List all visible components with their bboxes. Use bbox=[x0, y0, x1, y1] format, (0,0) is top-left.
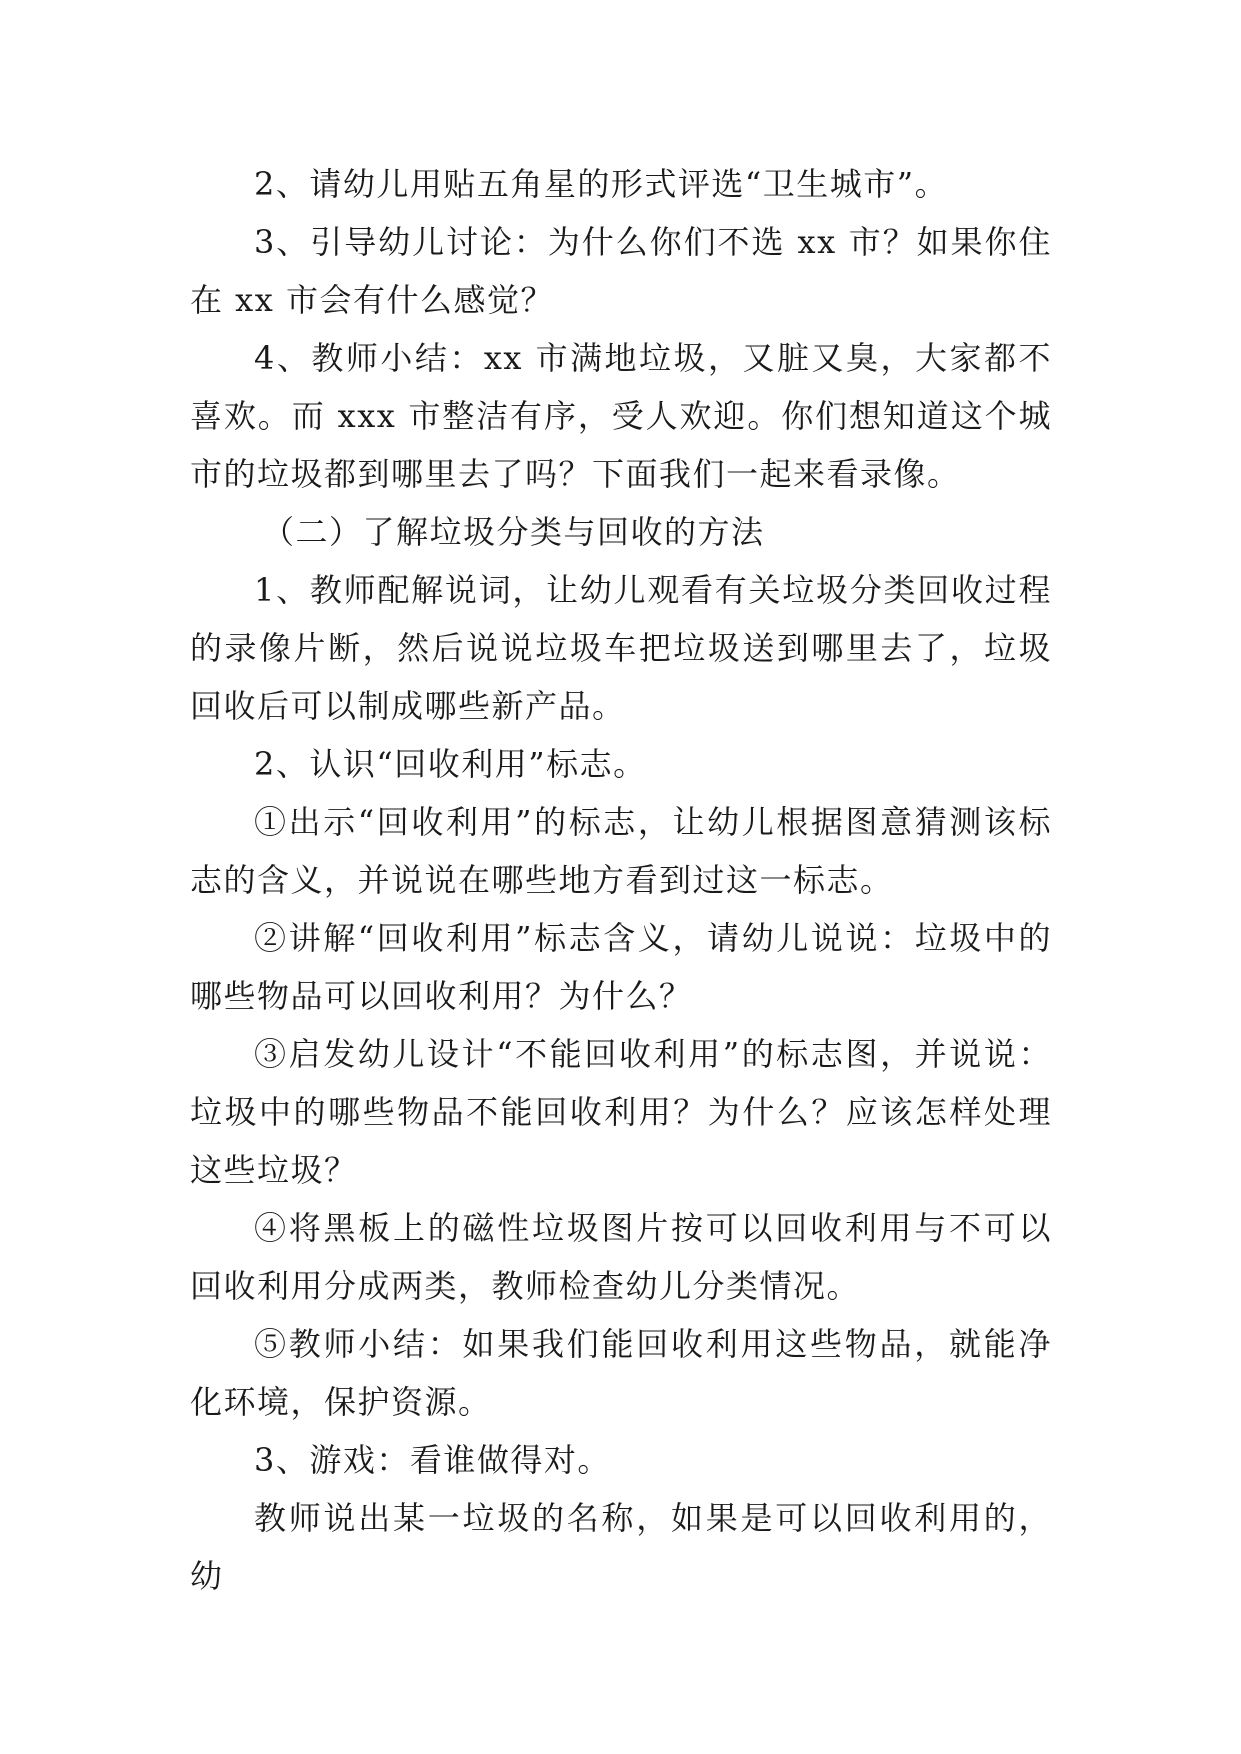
paragraph-item-3: ③启发幼儿设计“不能回收利用”的标志图，并说说：垃圾中的哪些物品不能回收利用？为什么？应该怎样处理这些垃圾？ bbox=[190, 1035, 1052, 1189]
paragraph-step-3-discussion: 3、引导幼儿讨论：为什么你们不选 xx 市？如果你住在 xx 市会有什么感觉？ bbox=[190, 223, 1052, 319]
paragraph-video-explanation: 1、教师配解说词，让幼儿观看有关垃圾分类回收过程的录像片断，然后说说垃圾车把垃圾送到哪里去了，垃圾回收后可以制成哪些新产品。 bbox=[190, 571, 1052, 725]
paragraph-item-2: ②讲解“回收利用”标志含义，请幼儿说说：垃圾中的哪些物品可以回收利用？为什么？ bbox=[190, 919, 1052, 1015]
section-heading-garbage-sorting: （二）了解垃圾分类与回收的方法 bbox=[262, 513, 765, 551]
paragraph-recycling-sign: 2、认识“回收利用”标志。 bbox=[254, 745, 647, 783]
paragraph-game-rules: 教师说出某一垃圾的名称，如果是可以回收利用的，幼 bbox=[190, 1499, 1052, 1595]
paragraph-item-1: ①出示“回收利用”的标志，让幼儿根据图意猜测该标志的含义，并说说在哪些地方看到过这一标志。 bbox=[190, 803, 1052, 899]
paragraph-step-4-summary: 4、教师小结：xx 市满地垃圾，又脏又臭，大家都不喜欢。而 xxx 市整洁有序，受人欢迎。你们想知道这个城市的垃圾都到哪里去了吗？下面我们一起来看录像。 bbox=[190, 339, 1052, 493]
paragraph-game: 3、游戏：看谁做得对。 bbox=[254, 1441, 611, 1479]
paragraph-step-2-vote: 2、请幼儿用贴五角星的形式评选“卫生城市”。 bbox=[254, 165, 949, 203]
paragraph-item-5: ⑤教师小结：如果我们能回收利用这些物品，就能净化环境，保护资源。 bbox=[190, 1325, 1052, 1421]
paragraph-item-4: ④将黑板上的磁性垃圾图片按可以回收利用与不可以回收利用分成两类，教师检查幼儿分类情况。 bbox=[190, 1209, 1052, 1305]
document-body bbox=[190, 155, 1052, 1605]
